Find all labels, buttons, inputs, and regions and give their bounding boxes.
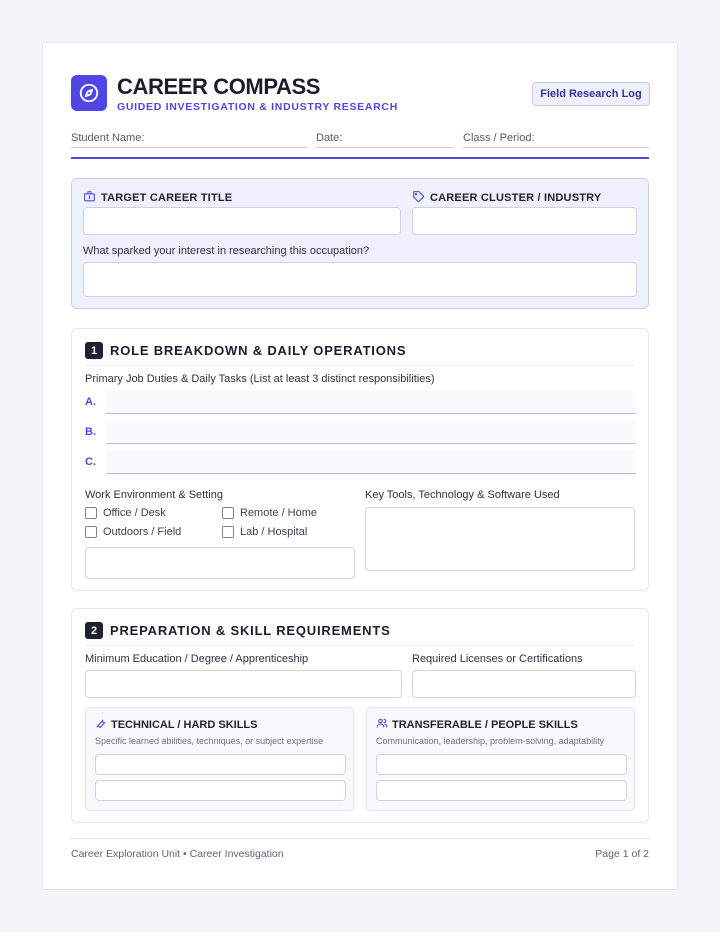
student-name-field[interactable]	[71, 128, 307, 148]
career-cluster-input[interactable]	[412, 207, 637, 235]
interest-answer-input[interactable]	[83, 262, 637, 297]
career-title-heading	[83, 190, 232, 206]
class-period-field[interactable]	[463, 128, 649, 148]
checkbox-label: Office / Desk	[103, 507, 166, 519]
section-preparation-skills	[71, 608, 649, 823]
hard-skills-card	[85, 707, 354, 811]
duty-letter-c: C.	[85, 456, 96, 468]
people-skills-heading	[376, 717, 578, 732]
section-divider	[85, 365, 635, 366]
section-number-badge: 1	[85, 342, 103, 359]
career-title-input[interactable]	[83, 207, 401, 235]
footer-divider	[71, 838, 649, 839]
users-icon	[376, 717, 388, 732]
checkbox-office-desk[interactable]	[85, 507, 166, 519]
people-skills-description: Communication, leadership, problem-solving, adaptability	[376, 736, 605, 746]
checkbox-outdoors-field[interactable]	[85, 526, 181, 538]
field-research-log-badge[interactable]: Field Research Log	[532, 82, 650, 106]
checkbox-label: Lab / Hospital	[240, 526, 308, 538]
date-field[interactable]	[316, 128, 454, 148]
worksheet-page	[42, 42, 678, 890]
hard-skills-heading	[95, 717, 257, 732]
education-label: Minimum Education / Degree / Apprenticeship	[85, 653, 309, 665]
people-skills-title: TRANSFERABLE / PEOPLE SKILLS	[392, 718, 578, 731]
compass-icon	[71, 75, 107, 111]
tag-icon	[412, 190, 425, 206]
briefcase-icon	[83, 190, 96, 206]
duty-line-c[interactable]	[106, 450, 636, 474]
footer-unit-label: Career Exploration Unit • Career Investigation	[71, 848, 284, 860]
class-period-label: Class / Period:	[463, 132, 535, 144]
licenses-input[interactable]	[412, 670, 636, 698]
checkbox-box[interactable]	[222, 507, 234, 519]
checkbox-label: Remote / Home	[240, 507, 318, 519]
duty-letter-a: A.	[85, 396, 96, 408]
key-tools-input[interactable]	[365, 507, 635, 571]
education-input[interactable]	[85, 670, 402, 698]
page-title: CAREER COMPASS	[117, 74, 321, 99]
duty-line-a[interactable]	[106, 390, 636, 414]
section-divider	[85, 645, 635, 646]
page-number: Page 1 of 2	[595, 848, 649, 860]
duties-label: Primary Job Duties & Daily Tasks (List at least 3 distinct responsibilities)	[85, 373, 435, 385]
date-label: Date:	[316, 132, 343, 144]
key-tools-label: Key Tools, Technology & Software Used	[365, 489, 560, 501]
people-skill-input-2[interactable]	[376, 780, 627, 801]
hard-skills-description: Specific learned abilities, techniques, or subject expertise	[95, 736, 324, 746]
people-skills-card	[366, 707, 635, 811]
section-title: ROLE BREAKDOWN & DAILY OPERATIONS	[110, 343, 407, 358]
interest-question: What sparked your interest in researching this occupation?	[83, 245, 370, 257]
licenses-label: Required Licenses or Certifications	[412, 653, 583, 665]
work-environment-label: Work Environment & Setting	[85, 489, 223, 501]
target-career-panel	[71, 178, 649, 309]
checkbox-remote-home[interactable]	[222, 507, 317, 519]
checkbox-box[interactable]	[85, 507, 97, 519]
hard-skill-input-1[interactable]	[95, 754, 346, 775]
header-divider	[71, 157, 649, 159]
checkbox-label: Outdoors / Field	[103, 526, 182, 538]
wrench-icon	[95, 717, 107, 732]
career-cluster-heading	[412, 190, 601, 206]
checkbox-box[interactable]	[85, 526, 97, 538]
work-environment-other-input[interactable]	[85, 547, 355, 579]
people-skill-input-1[interactable]	[376, 754, 627, 775]
student-name-label: Student Name:	[71, 132, 145, 144]
duty-line-b[interactable]	[106, 420, 636, 444]
career-title-label: TARGET CAREER TITLE	[101, 192, 233, 204]
section-role-breakdown	[71, 328, 649, 591]
checkbox-lab-hospital[interactable]	[222, 526, 307, 538]
duty-letter-b: B.	[85, 426, 96, 438]
career-cluster-label: CAREER CLUSTER / INDUSTRY	[430, 192, 602, 204]
section-number-badge: 2	[85, 622, 103, 639]
hard-skills-title: TECHNICAL / HARD SKILLS	[111, 718, 258, 731]
section-title: PREPARATION & SKILL REQUIREMENTS	[110, 623, 391, 638]
checkbox-box[interactable]	[222, 526, 234, 538]
hard-skill-input-2[interactable]	[95, 780, 346, 801]
page-subtitle: GUIDED INVESTIGATION & INDUSTRY RESEARCH	[117, 101, 398, 113]
